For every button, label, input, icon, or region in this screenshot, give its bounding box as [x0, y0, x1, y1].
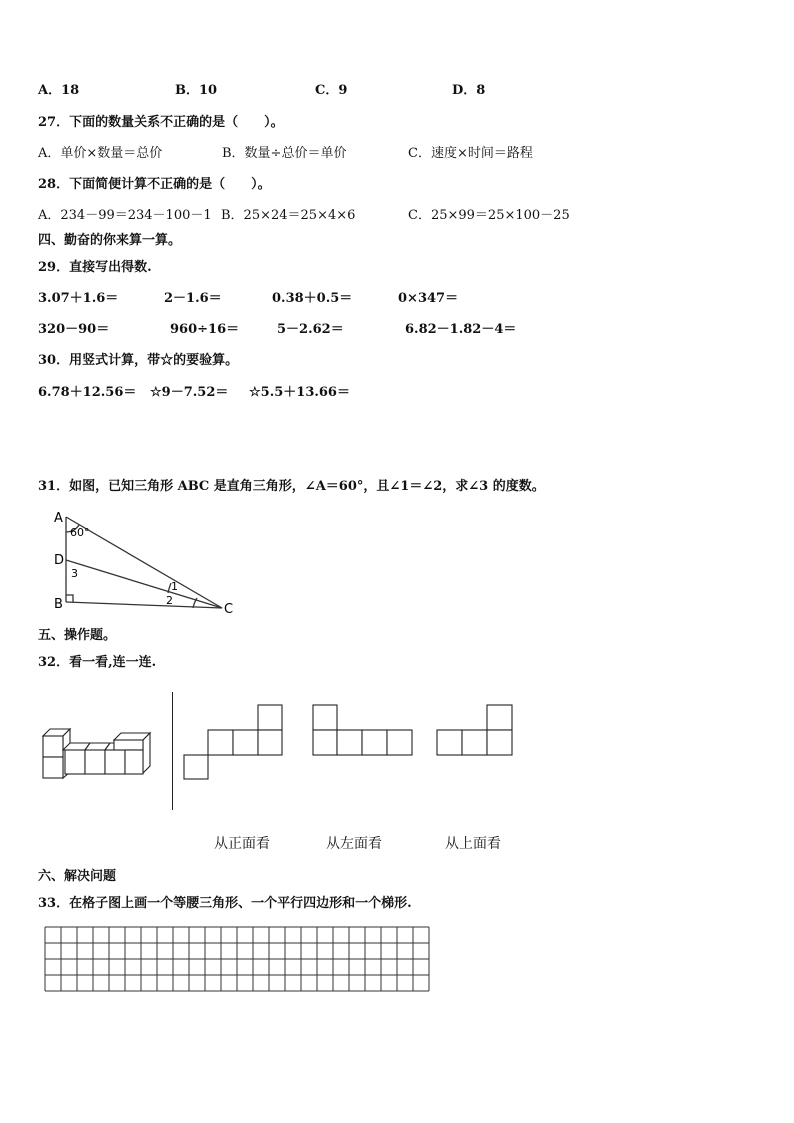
section6-heading: 六、解决问题	[38, 869, 117, 884]
q29-item: 5－2.62＝	[277, 322, 344, 337]
q27-option-b: B．数量÷总价＝单价	[222, 146, 347, 161]
view-label-left: 从左面看	[326, 836, 382, 852]
q28-option-b: B．25×24＝25×4×6	[221, 208, 356, 223]
q26-option-b: B．10	[175, 83, 218, 98]
q28-option-c: C．25×99＝25×100－25	[408, 208, 570, 223]
q29-item: 0×347＝	[398, 291, 459, 306]
angle-1-label: 1	[171, 580, 178, 593]
q33-stem: 33．在格子图上画一个等腰三角形、一个平行四边形和一个梯形.	[38, 896, 412, 911]
right-triangle-figure	[50, 508, 240, 618]
view-label-front: 从正面看	[214, 836, 270, 852]
section4-heading: 四、勤奋的你来算一算。	[38, 233, 182, 248]
q29-item: 3.07＋1.6＝	[38, 291, 119, 306]
section5-heading: 五、操作题。	[38, 628, 117, 643]
view-grid-1	[183, 704, 283, 780]
vertex-b-label: B	[54, 597, 63, 612]
q29-item: 960÷16＝	[170, 322, 240, 337]
q32-stem: 32．看一看,连一连.	[38, 655, 157, 670]
q29-item: 2－1.6＝	[164, 291, 222, 306]
divider-line	[172, 692, 173, 810]
square-grid	[44, 926, 432, 992]
q31-stem: 31．如图，已知三角形 ABC 是直角三角形，∠A＝60°，且∠1＝∠2，求∠3 的度数。	[38, 479, 545, 494]
q29-item: 6.82－1.82－4＝	[405, 322, 517, 337]
q30-item: ☆9－7.52＝	[150, 385, 229, 400]
angle-2-label: 2	[166, 594, 173, 607]
q28-option-a: A．234－99＝234－100－1	[38, 208, 212, 223]
q26-option-a: A．18	[38, 83, 80, 98]
q26-option-d: D．8	[452, 83, 486, 98]
q30-stem: 30．用竖式计算，带☆的要验算。	[38, 353, 239, 368]
q27-option-c: C．速度×时间＝路程	[408, 146, 533, 161]
view-grid-2	[312, 704, 414, 756]
angle-3-label: 3	[71, 567, 78, 580]
q29-stem: 29．直接写出得数.	[38, 260, 152, 275]
q30-item: 6.78＋12.56＝	[38, 385, 137, 400]
q29-item: 320－90＝	[38, 322, 110, 337]
view-label-top: 从上面看	[445, 836, 501, 852]
q30-item: ☆5.5＋13.66＝	[249, 385, 350, 400]
q28-stem: 28．下面简便计算不正确的是（ ）。	[38, 177, 271, 192]
vertex-c-label: C	[224, 602, 234, 617]
q27-option-a: A．单价×数量＝总价	[38, 146, 163, 161]
cube-solid-figure	[40, 726, 155, 778]
q27-stem: 27．下面的数量关系不正确的是（ ）。	[38, 115, 284, 130]
view-grid-3	[436, 704, 514, 756]
q26-option-c: C．9	[315, 83, 348, 98]
vertex-d-label: D	[54, 553, 65, 568]
vertex-a-label: A	[54, 511, 63, 526]
q29-item: 0.38＋0.5＝	[272, 291, 353, 306]
angle-a-label: 60°	[70, 526, 90, 539]
